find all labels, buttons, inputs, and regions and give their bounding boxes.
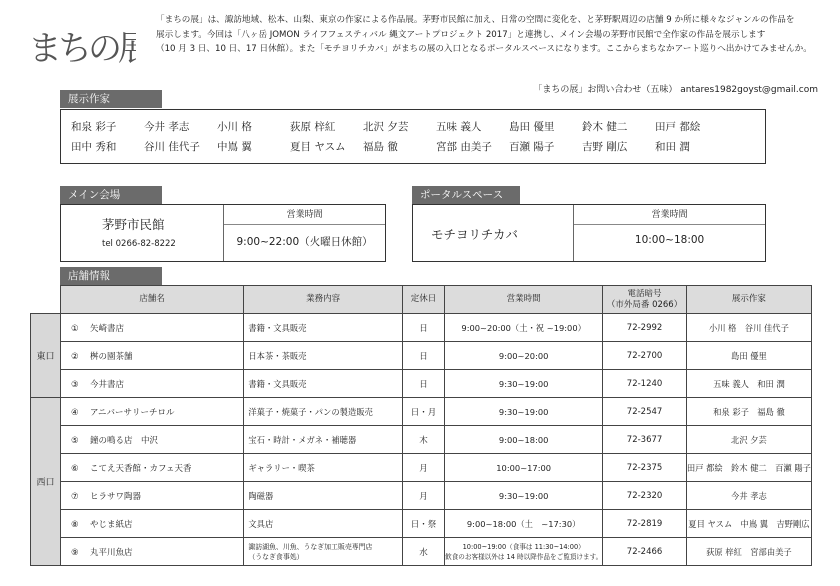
shop-name-text: 鐘の鳴る店 中沢 [89,435,158,446]
shop-hours: 9:00~20:00（土・祝 ~19:00） [445,314,603,342]
portal-space-hours [574,205,765,261]
shop-business-main: 諏訪湖魚、川魚、うなぎ加工販売専門店 [248,542,373,551]
artist-name: 谷川 佳代子 [144,140,200,153]
shop-artist: 今井 孝志 [686,482,811,510]
header-phone-sub: （市外局番 0266） [606,299,683,310]
shop-closed: 日 [402,370,444,398]
shop-name-text: ヒラサワ陶器 [89,491,141,502]
shop-closed: 木 [402,426,444,454]
table-row [31,454,812,482]
shop-name-text: アニバーサリーチロル [89,407,175,418]
logo-graphic [28,12,136,70]
shop-name [60,398,243,426]
artist-name: 吉野 剛広 [582,140,628,153]
intro-text [156,13,824,57]
shop-name [60,370,243,398]
shop-closed: 日・月 [402,398,444,426]
shop-hours: 9:30~19:00 [445,398,603,426]
table-header-row [31,286,812,314]
header-blank [31,286,61,314]
shop-hours-main: 10:00~19:00（食事は 11:30~14:00） [462,542,585,551]
shop-number: ② [70,351,79,362]
shop-name-text: やじま紙店 [89,519,133,530]
artist-name: 百瀬 陽子 [509,140,555,153]
shop-hours: 9:30~19:00 [445,370,603,398]
shops-section-title: 店舗情報 [60,267,162,285]
shop-artist: 和泉 彩子 福島 徹 [686,398,811,426]
header-closed: 定休日 [402,286,444,314]
shop-phone: 72-2375 [603,454,687,482]
shop-closed: 日 [402,314,444,342]
contact-info: 「まちの展」お問い合わせ（五味） antares1982goyst@gmail.com [533,85,818,95]
shop-artist: 五味 義人 和田 潤 [686,370,811,398]
table-row [31,398,812,426]
main-venue-title: メイン会場 [60,186,162,204]
table-row [31,482,812,510]
shop-business: 文具店 [244,510,403,538]
portal-space-hours-value: 10:00~18:00 [634,234,705,246]
shop-artist: 田戸 都絵 鈴木 健二 百瀬 陽子 [686,454,811,482]
artist-name: 福島 徹 [363,140,398,153]
header-artist: 展示作家 [686,286,811,314]
shop-name [60,538,243,566]
main-venue-hours-value: 9:00~22:00（火曜日休館） [236,236,373,248]
shop-name [60,342,243,370]
shop-name-text: 矢崎書店 [89,323,124,334]
header-phone [603,286,687,314]
main-venue-box [60,204,386,262]
artist-name: 荻原 梓紅 [290,120,336,133]
table-row [31,510,812,538]
shop-phone: 72-2320 [603,482,687,510]
shop-phone: 72-1240 [603,370,687,398]
artists-row [71,136,765,156]
shop-hours: 9:00~18:00 [445,426,603,454]
artist-name: 中嶌 翼 [217,140,252,153]
shop-business: 日本茶・茶販売 [244,342,403,370]
shop-closed: 月 [402,482,444,510]
area-west: 西口 [31,398,61,566]
shop-hours: 10:00~17:00 [445,454,603,482]
portal-space-title: ポータルスペース [412,186,520,204]
artists-list [60,109,766,164]
portal-space-info [413,205,574,261]
shop-name-text: 丸平川魚店 [89,547,133,558]
shop-number: ⑤ [70,435,79,446]
shop-phone: 72-2700 [603,342,687,370]
shop-number: ⑨ [70,547,79,558]
header-shop-name: 店舗名 [60,286,243,314]
header-hours: 営業時間 [445,286,603,314]
shop-name [60,314,243,342]
shop-artist: 北沢 夕芸 [686,426,811,454]
artist-name: 五味 義人 [436,120,482,133]
artist-name: 和泉 彩子 [71,120,117,133]
shop-business: 書籍・文具販売 [244,314,403,342]
shop-artist: 荻原 梓紅 宮部由美子 [686,538,811,566]
shop-business: 陶磁器 [244,482,403,510]
portal-space-name: モチヨリチカバ [431,227,519,242]
shop-hours [445,538,603,566]
table-row [31,538,812,566]
shop-name [60,454,243,482]
main-venue-name: 茅野市民館 [102,217,165,232]
shop-name [60,426,243,454]
shop-business [244,538,403,566]
shop-hours: 9:00~18:00（土 ~17:30） [445,510,603,538]
table-row [31,370,812,398]
shop-phone: 72-2819 [603,510,687,538]
shop-business: ギャラリー・喫茶 [244,454,403,482]
shop-phone: 72-2466 [603,538,687,566]
artists-row [71,116,765,136]
artist-name: 夏目 ヤスム [290,140,346,153]
artist-name: 今井 孝志 [144,120,190,133]
shop-artist: 小川 格 谷川 佳代子 [686,314,811,342]
table-row [31,426,812,454]
shop-name-text: 桝の園茶舗 [89,351,133,362]
shop-hours: 9:30~19:00 [445,482,603,510]
intro-line: （10 月 3 日、10 日、17 日休館）。また「モチヨリチカバ」がまちの展の入口となるポータルスペースになります。ここからまちなかアート巡りへ出かけてみませんか。 [156,44,812,54]
header-business: 業務内容 [244,286,403,314]
shop-phone: 72-3677 [603,426,687,454]
artist-name: 宮部 由美子 [436,140,492,153]
main-venue-info [61,205,224,261]
shop-closed: 月 [402,454,444,482]
shop-hours-sub: 飲食のお客様以外は 14 時以降作品をご覧頂けます。 [445,552,603,561]
shop-hours: 9:00~20:00 [445,342,603,370]
shop-name-text: こてえ天香館・カフェ天香 [89,463,192,474]
shop-number: ⑥ [70,463,79,474]
logo [28,12,136,70]
main-venue-tel: tel 0266-82-8222 [102,239,176,249]
table-row [31,342,812,370]
shop-business: 洋菓子・焼菓子・パンの製造販売 [244,398,403,426]
hours-label: 営業時間 [224,205,385,225]
shop-number: ⑦ [70,491,79,502]
logo-text: まちの展 [28,29,136,69]
shop-number: ① [70,323,79,334]
header-phone-label: 電話暗号 [627,288,662,299]
shop-name [60,510,243,538]
shop-business: 宝石・時計・メガネ・補聴器 [244,426,403,454]
intro-line: 展示します。今回は「八ヶ岳 JOMON ライフフェスティバル 縄文アートプロジェクト 2017」と連携し、メイン会場の茅野市民館で全作家の作品を展示します [156,29,766,40]
table-row [31,314,812,342]
shop-name [60,482,243,510]
shop-name-text: 今井書店 [89,379,124,390]
main-venue-hours [224,205,385,261]
area-east: 東口 [31,314,61,398]
artist-name: 島田 優里 [509,120,555,133]
artist-name: 田中 秀和 [71,140,117,153]
shop-artist: 島田 優里 [686,342,811,370]
artist-name: 鈴木 健二 [582,120,628,133]
shop-closed: 水 [402,538,444,566]
shops-table [30,285,812,566]
artist-name: 小川 格 [217,120,252,133]
shop-closed: 日 [402,342,444,370]
shop-number: ⑧ [70,519,79,530]
shop-phone: 72-2547 [603,398,687,426]
artist-name: 田戸 都絵 [655,120,701,133]
artist-name: 和田 潤 [655,140,690,153]
shop-number: ③ [70,379,79,390]
shop-closed: 日・祭 [402,510,444,538]
artist-name: 北沢 夕芸 [363,120,409,133]
hours-label: 営業時間 [574,205,765,225]
shop-business: 書籍・文具販売 [244,370,403,398]
portal-space-box [412,204,766,262]
shop-number: ④ [70,407,79,418]
shop-phone: 72-2992 [603,314,687,342]
shop-business-sub: （うなぎ食事処） [248,552,304,561]
shop-artist: 夏目 ヤスム 中嶌 翼 吉野剛広 [686,510,811,538]
artists-section-title: 展示作家 [60,90,162,108]
intro-line: 「まちの展」は、諏訪地域、松本、山梨、東京の作家による作品展。茅野市民館に加え、日常の空間に変化を、と茅野駅周辺の店舗 9 か所に様々なジャンルの作品を [156,15,795,25]
